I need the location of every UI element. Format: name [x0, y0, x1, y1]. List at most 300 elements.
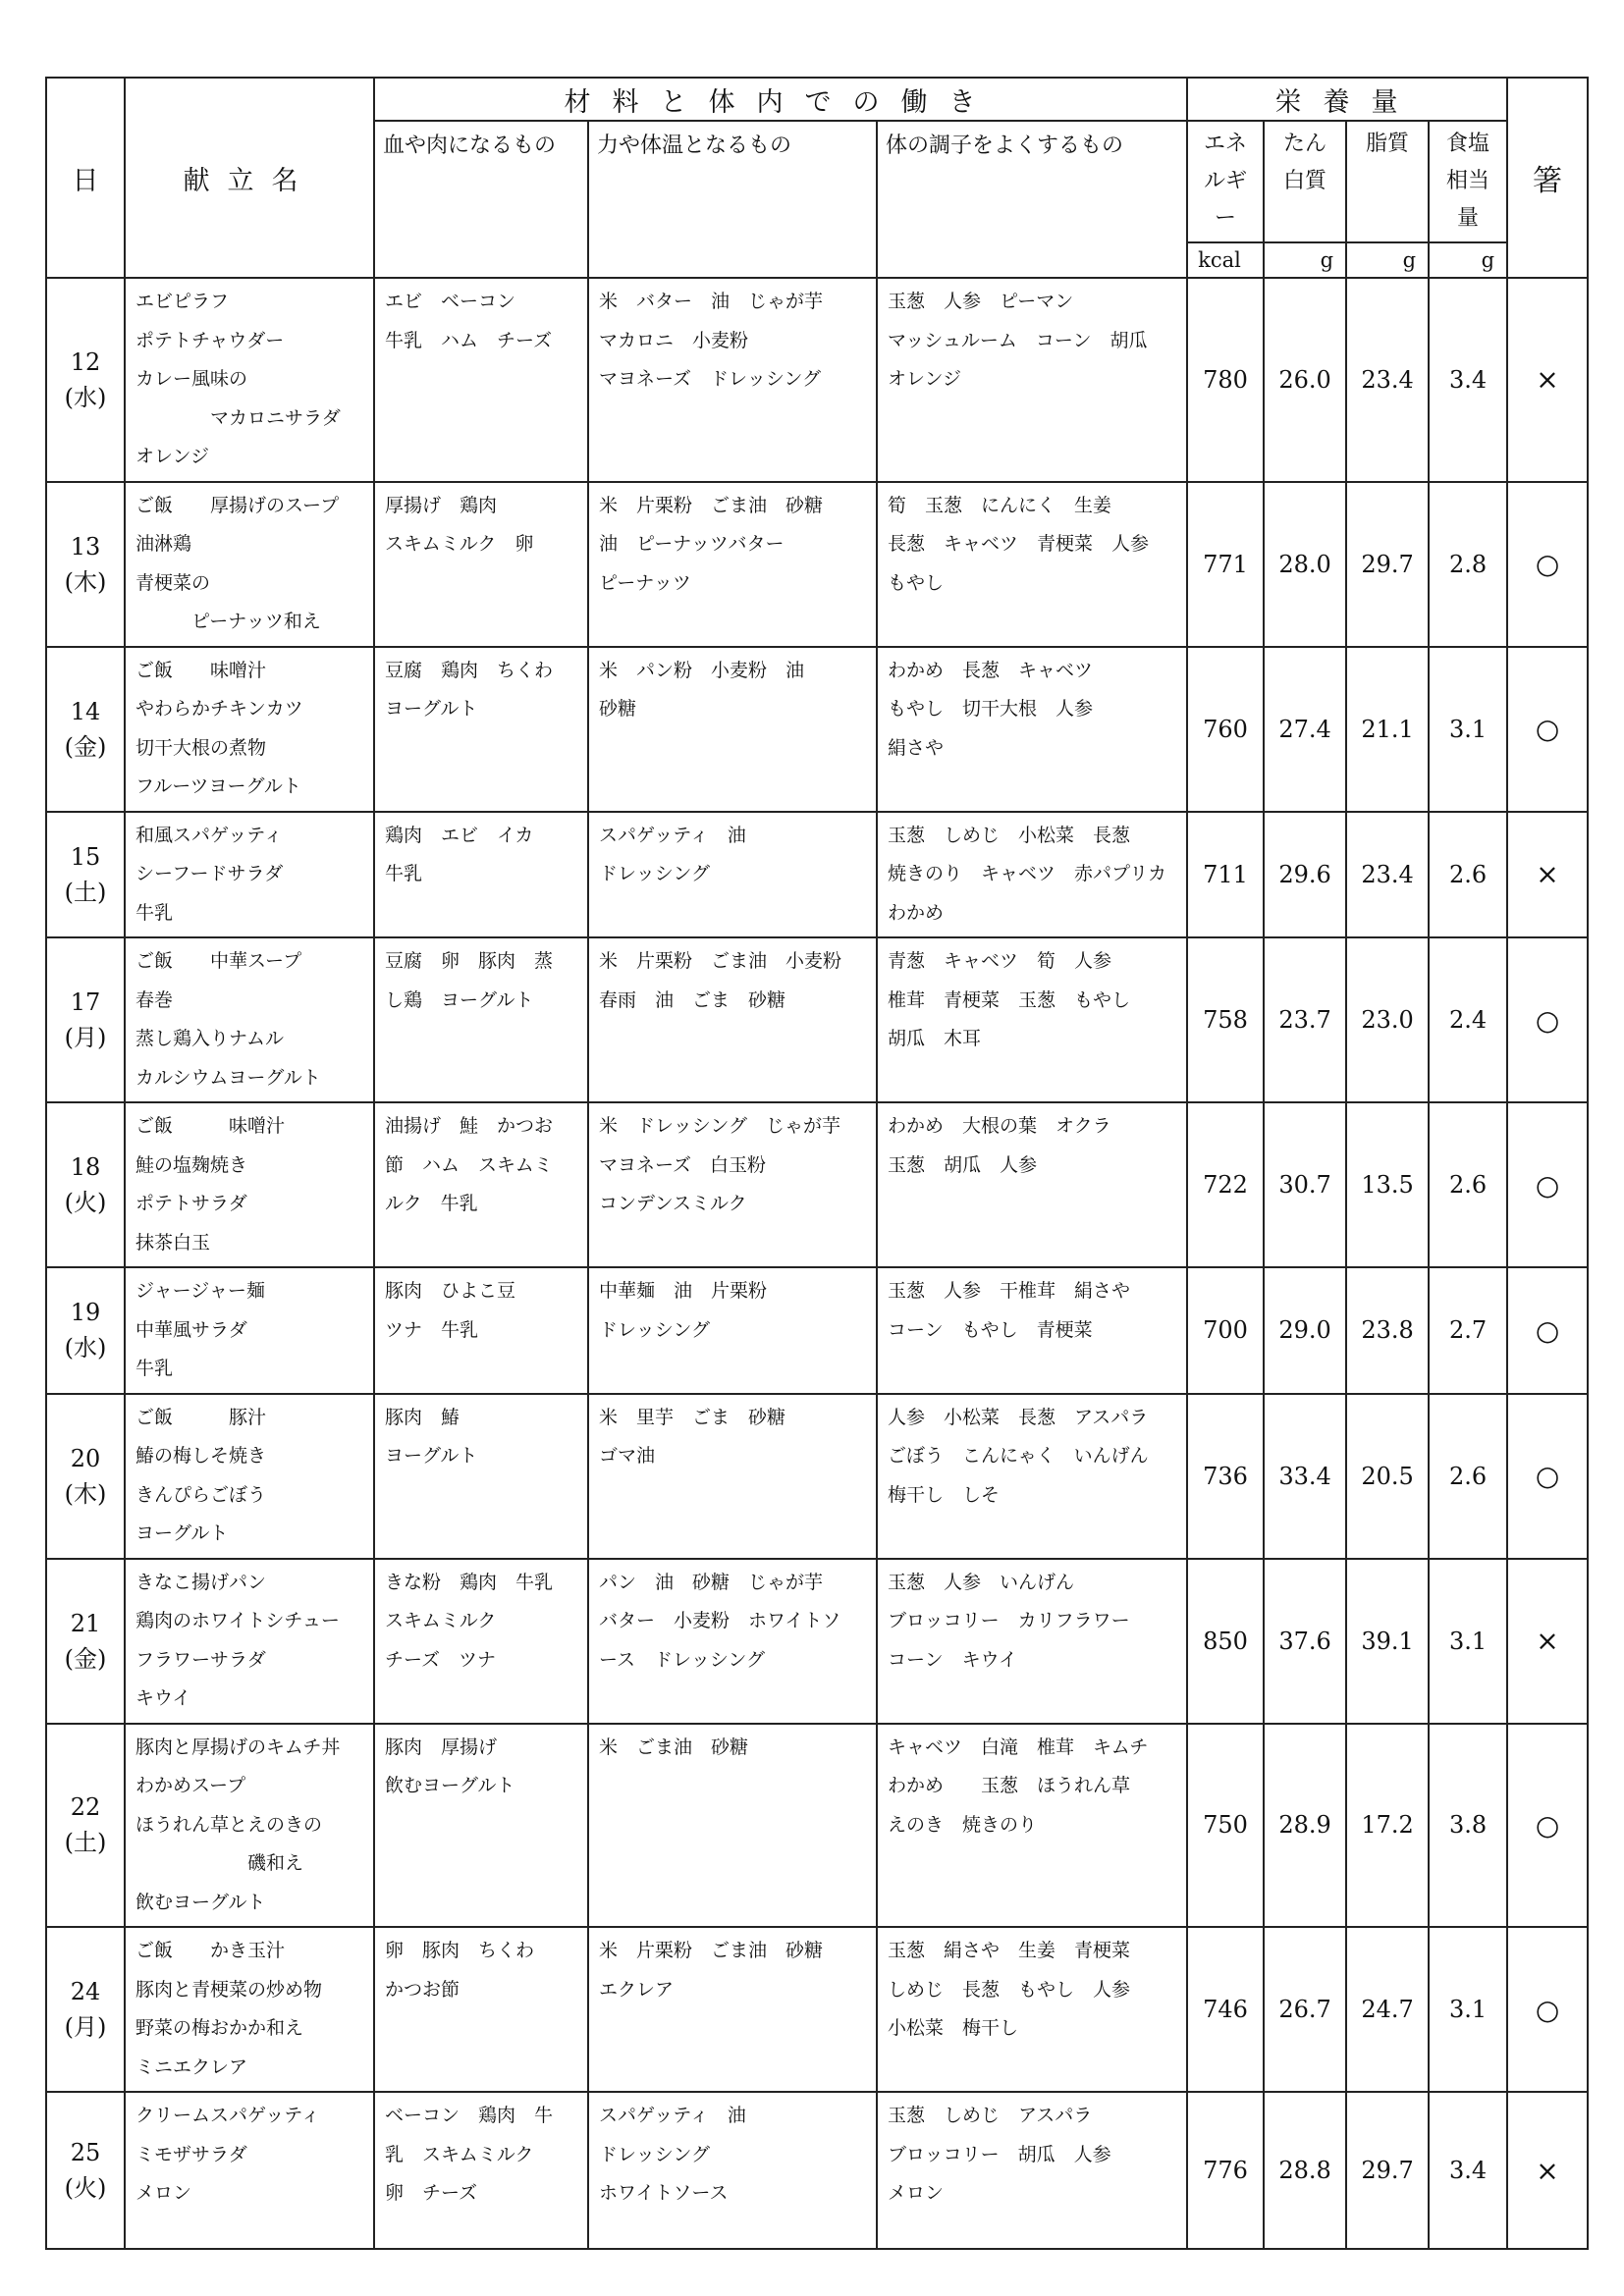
day-cell — [46, 1559, 125, 1724]
red-foods-line: ルク 牛乳 — [385, 1193, 478, 1214]
dish-list — [125, 1394, 374, 1559]
salt-value: 2.6 — [1429, 812, 1507, 938]
dish-list-line: 磯和え — [135, 1852, 304, 1874]
salt-value: 2.6 — [1429, 1394, 1507, 1559]
day-cell — [46, 278, 125, 482]
dish-list-line: メロン — [135, 2182, 192, 2204]
green-foods-line: 玉葱 絹さや 生姜 青梗菜 — [888, 1940, 1131, 1961]
dish-list-line: ご飯 中華スープ — [135, 950, 302, 972]
salt-value: 2.6 — [1429, 1102, 1507, 1267]
fat-value: 39.1 — [1346, 1559, 1429, 1724]
day-of-week: (木) — [64, 1479, 107, 1508]
day-cell — [46, 1394, 125, 1559]
day-number: 17 — [70, 988, 101, 1016]
energy-value: 711 — [1187, 812, 1264, 938]
red-foods-line: スキムミルク — [385, 1610, 497, 1631]
red-foods-line: 牛乳 — [385, 863, 423, 884]
dish-list-line: シーフードサラダ — [135, 863, 284, 884]
red-foods-line: 厚揚げ 鶏肉 — [385, 494, 498, 516]
day-number: 19 — [70, 1299, 101, 1327]
header-red-group: 血や肉になるもの — [374, 121, 588, 278]
dish-list-line: わかめスープ — [135, 1775, 246, 1796]
protein-value: 26.7 — [1264, 1927, 1346, 2092]
yellow-foods-line: ゴマ油 — [599, 1445, 656, 1467]
red-foods — [374, 647, 588, 812]
chopsticks-mark: ○ — [1507, 1927, 1588, 2092]
dish-list-line: 豚肉と厚揚げのキムチ丼 — [135, 1735, 341, 1758]
yellow-foods-line: 米 片栗粉 ごま油 砂糖 — [599, 494, 824, 516]
green-foods-line: メロン — [888, 2182, 945, 2204]
yellow-foods-line: マヨネーズ 白玉粉 — [599, 1153, 767, 1176]
day-cell — [46, 1724, 125, 1928]
dish-list-line: エビピラフ — [135, 291, 230, 312]
header-energy: エネ ルギ ー — [1187, 121, 1264, 242]
yellow-foods-line: 米 ドレッシング じゃが芋 — [599, 1115, 840, 1137]
yellow-foods-line: コンデンスミルク — [599, 1193, 747, 1214]
day-of-week: (火) — [64, 2174, 107, 2202]
chopsticks-mark: × — [1507, 1559, 1588, 1724]
fat-value: 20.5 — [1346, 1394, 1429, 1559]
energy-value: 850 — [1187, 1559, 1264, 1724]
fat-value: 21.1 — [1346, 647, 1429, 812]
green-foods-line: 玉葱 人参 いんげん — [888, 1571, 1075, 1593]
day-number: 21 — [70, 1609, 101, 1637]
day-cell — [46, 1927, 125, 2092]
red-foods — [374, 1394, 588, 1559]
energy-value: 760 — [1187, 647, 1264, 812]
unit-g-fat: g — [1346, 242, 1429, 278]
salt-value: 3.1 — [1429, 1559, 1507, 1724]
red-foods — [374, 1724, 588, 1928]
dish-list-line: ご飯 かき玉汁 — [135, 1940, 286, 1961]
day-of-week: (土) — [64, 1829, 107, 1857]
dish-list-line: 豚肉と青梗菜の炒め物 — [135, 1978, 323, 2001]
day-cell — [46, 2092, 125, 2249]
red-foods-line: ヨーグルト — [385, 1445, 478, 1467]
day-number: 15 — [70, 842, 101, 871]
dish-list — [125, 1559, 374, 1724]
dish-list-line: ご飯 味噌汁 — [135, 1115, 286, 1137]
green-foods-line: 椎茸 青梗菜 玉葱 もやし — [888, 988, 1131, 1011]
green-foods-line: わかめ 玉葱 ほうれん草 — [888, 1775, 1131, 1796]
day-cell — [46, 1102, 125, 1267]
header-materials: 材料と体内での働き — [374, 78, 1187, 121]
yellow-foods-line: ドレッシング — [599, 863, 710, 884]
red-foods — [374, 937, 588, 1102]
red-foods — [374, 1102, 588, 1267]
protein-value: 26.0 — [1264, 278, 1346, 482]
protein-value: 29.6 — [1264, 812, 1346, 938]
menu-row — [46, 1267, 1588, 1394]
protein-value: 23.7 — [1264, 937, 1346, 1102]
header-fat: 脂質 — [1346, 121, 1429, 242]
red-foods-line: し鶏 ヨーグルト — [385, 988, 534, 1011]
dish-list-line: クリームスパゲッティ — [135, 2105, 320, 2126]
yellow-foods-line: ピーナッツ — [599, 571, 691, 594]
green-foods-line: マッシュルーム コーン 胡瓜 — [888, 329, 1148, 351]
green-foods-line: 梅干し しそ — [888, 1483, 1001, 1506]
dish-list-line: 春巻 — [135, 988, 174, 1011]
protein-value: 33.4 — [1264, 1394, 1346, 1559]
green-foods-line: 玉葱 しめじ 小松菜 長葱 — [888, 824, 1131, 846]
dish-list-line: 青梗菜の — [135, 571, 211, 594]
menu-rows — [46, 278, 1588, 2249]
energy-value: 700 — [1187, 1267, 1264, 1394]
red-foods-line: エビ ベーコン — [385, 291, 516, 312]
day-of-week: (金) — [64, 1644, 107, 1673]
green-foods-line: 筍 玉葱 にんにく 生姜 — [888, 494, 1112, 516]
day-cell — [46, 482, 125, 647]
green-foods-line: しめじ 長葱 もやし 人参 — [888, 1978, 1131, 2001]
yellow-foods-line: 米 片栗粉 ごま油 小麦粉 — [599, 950, 842, 972]
day-of-week: (水) — [64, 383, 107, 411]
dish-list-line: フルーツヨーグルト — [135, 775, 301, 797]
yellow-foods — [588, 1267, 877, 1394]
dish-list — [125, 482, 374, 647]
day-of-week: (土) — [64, 878, 107, 906]
yellow-foods — [588, 278, 877, 482]
green-foods — [877, 2092, 1187, 2249]
red-foods — [374, 1559, 588, 1724]
dish-list-line: フラワーサラダ — [135, 1648, 266, 1671]
red-foods-line: 豚肉 厚揚げ — [385, 1735, 498, 1758]
day-of-week: (火) — [64, 1189, 107, 1216]
green-foods-line: 玉葱 胡瓜 人参 — [888, 1153, 1038, 1176]
dish-list-line: 牛乳 — [135, 1358, 174, 1379]
dish-list-line: ヨーグルト — [135, 1522, 229, 1544]
green-foods — [877, 1927, 1187, 2092]
yellow-foods — [588, 482, 877, 647]
yellow-foods-line: 米 ごま油 砂糖 — [599, 1735, 749, 1758]
dish-list-line: ミモザサラダ — [135, 2143, 247, 2165]
yellow-foods-line: ース ドレッシング — [599, 1648, 766, 1671]
yellow-foods-line: 春雨 油 ごま 砂糖 — [599, 988, 786, 1011]
dish-list-line: 鶏肉のホワイトシチュー — [135, 1610, 340, 1631]
red-foods-line: チーズ ツナ — [385, 1648, 497, 1671]
dish-list-line: ご飯 味噌汁 — [135, 659, 267, 681]
green-foods-line: 青葱 キャベツ 筍 人参 — [888, 950, 1112, 972]
day-of-week: (月) — [64, 1024, 107, 1051]
menu-row — [46, 1102, 1588, 1267]
dish-list-line: やわらかチキンカツ — [135, 698, 303, 720]
red-foods — [374, 482, 588, 647]
yellow-foods-line: ドレッシング — [599, 1318, 710, 1341]
yellow-foods-line: スパゲッティ 油 — [599, 824, 746, 846]
red-foods-line: 牛乳 ハム チーズ — [385, 329, 553, 351]
yellow-foods — [588, 812, 877, 938]
header-green-group: 体の調子をよくするもの — [877, 121, 1187, 278]
yellow-foods-line: スパゲッティ 油 — [599, 2105, 746, 2126]
green-foods-line: 胡瓜 木耳 — [888, 1028, 982, 1049]
yellow-foods-line: 油 ピーナッツバター — [599, 533, 785, 555]
red-foods-line: ベーコン 鶏肉 牛 — [385, 2105, 554, 2126]
day-cell — [46, 1267, 125, 1394]
dish-list-line: ポテトサラダ — [135, 1193, 247, 1214]
dish-list-line: 牛乳 — [135, 901, 174, 924]
green-foods — [877, 482, 1187, 647]
dish-list — [125, 647, 374, 812]
dish-list — [125, 1102, 374, 1267]
day-number: 14 — [70, 697, 101, 725]
menu-row — [46, 278, 1588, 482]
day-cell — [46, 937, 125, 1102]
green-foods-line: わかめ — [888, 901, 945, 924]
green-foods-line: 玉葱 人参 干椎茸 絹さや — [888, 1280, 1131, 1302]
dish-list — [125, 278, 374, 482]
green-foods-line: わかめ 大根の葉 オクラ — [888, 1115, 1111, 1137]
menu-row — [46, 2092, 1588, 2249]
day-cell — [46, 647, 125, 812]
green-foods-line: もやし 切干大根 人参 — [888, 698, 1094, 720]
dish-list-line: 鰆の梅しそ焼き — [135, 1445, 267, 1467]
dish-list-line: ほうれん草とえのきの — [135, 1813, 323, 1836]
menu-row — [46, 1394, 1588, 1559]
red-foods-line: スキムミルク 卵 — [385, 533, 534, 555]
dish-list — [125, 1267, 374, 1394]
yellow-foods-line: マカロニ 小麦粉 — [599, 329, 749, 351]
yellow-foods — [588, 2092, 877, 2249]
green-foods-line: もやし — [888, 571, 945, 594]
dish-list-line: 切干大根の煮物 — [135, 736, 267, 759]
protein-value: 28.0 — [1264, 482, 1346, 647]
yellow-foods-line: エクレア — [599, 1978, 675, 2001]
green-foods-line: ブロッコリー 胡瓜 人参 — [888, 2143, 1111, 2165]
red-foods-line: 豆腐 鶏肉 ちくわ — [385, 659, 554, 681]
red-foods — [374, 1927, 588, 2092]
red-foods-line: 乳 スキムミルク — [385, 2143, 534, 2165]
dish-list-line: 飲むヨーグルト — [135, 1891, 266, 1913]
green-foods-line: 長葱 キャベツ 青梗菜 人参 — [888, 533, 1150, 555]
red-foods-line: 節 ハム スキムミ — [385, 1153, 553, 1176]
yellow-foods-line: マヨネーズ ドレッシング — [599, 368, 822, 390]
red-foods-line: 鶏肉 エビ イカ — [385, 824, 534, 846]
chopsticks-mark: ○ — [1507, 1724, 1588, 1928]
dish-list-line: 和風スパゲッティ — [135, 824, 283, 846]
fat-value: 13.5 — [1346, 1102, 1429, 1267]
green-foods — [877, 937, 1187, 1102]
salt-value: 2.7 — [1429, 1267, 1507, 1394]
green-foods — [877, 812, 1187, 938]
yellow-foods — [588, 1394, 877, 1559]
dish-list-line: きなこ揚げパン — [135, 1571, 267, 1593]
salt-value: 3.1 — [1429, 647, 1507, 812]
menu-row — [46, 1724, 1588, 1928]
header-dish-name: 献立名 — [125, 78, 374, 278]
salt-value: 3.8 — [1429, 1724, 1507, 1928]
menu-row — [46, 482, 1588, 647]
chopsticks-mark: ○ — [1507, 1267, 1588, 1394]
fat-value: 29.7 — [1346, 482, 1429, 647]
green-foods-line: えのき 焼きのり — [888, 1813, 1038, 1836]
dish-list — [125, 812, 374, 938]
menu-row — [46, 1559, 1588, 1724]
protein-value: 27.4 — [1264, 647, 1346, 812]
green-foods — [877, 647, 1187, 812]
red-foods — [374, 1267, 588, 1394]
energy-value: 776 — [1187, 2092, 1264, 2249]
day-number: 12 — [70, 347, 101, 376]
fat-value: 23.4 — [1346, 278, 1429, 482]
energy-value: 746 — [1187, 1927, 1264, 2092]
red-foods — [374, 278, 588, 482]
day-number: 20 — [70, 1444, 101, 1472]
dish-list-line: きんぴらごぼう — [135, 1483, 267, 1506]
dish-list — [125, 2092, 374, 2249]
dish-list-line: ポテトチャウダー — [135, 329, 285, 351]
green-foods-line: 焼きのり キャベツ 赤パプリカ — [888, 863, 1167, 884]
dish-list-line: 蒸し鶏入りナムル — [135, 1028, 285, 1049]
energy-value: 780 — [1187, 278, 1264, 482]
red-foods-line: きな粉 鶏肉 牛乳 — [385, 1571, 554, 1593]
yellow-foods-line: バター 小麦粉 ホワイトソ — [599, 1610, 841, 1631]
header-day: 日 — [46, 78, 125, 278]
school-lunch-menu-table — [45, 77, 1589, 2250]
dish-list-line: 中華風サラダ — [135, 1318, 247, 1341]
day-cell — [46, 812, 125, 938]
red-foods-line: ツナ 牛乳 — [385, 1318, 479, 1341]
green-foods-line: ブロッコリー カリフラワー — [888, 1610, 1130, 1631]
green-foods-line: オレンジ — [888, 368, 962, 390]
yellow-foods — [588, 1102, 877, 1267]
fat-value: 23.0 — [1346, 937, 1429, 1102]
dish-list-line: ご飯 厚揚げのスープ — [135, 494, 340, 516]
salt-value: 3.1 — [1429, 1927, 1507, 2092]
energy-value: 758 — [1187, 937, 1264, 1102]
yellow-foods — [588, 1559, 877, 1724]
red-foods-line: 卵 豚肉 ちくわ — [385, 1940, 535, 1961]
chopsticks-mark: ○ — [1507, 482, 1588, 647]
green-foods — [877, 1102, 1187, 1267]
dish-list-line: 抹茶白玉 — [135, 1231, 211, 1254]
protein-value: 29.0 — [1264, 1267, 1346, 1394]
dish-list-line: カルシウムヨーグルト — [135, 1066, 321, 1089]
green-foods-line: 玉葱 人参 ピーマン — [888, 291, 1074, 312]
red-foods-line: 豆腐 卵 豚肉 蒸 — [385, 950, 554, 972]
red-foods-line: 豚肉 鰆 — [385, 1406, 460, 1428]
fat-value: 24.7 — [1346, 1927, 1429, 2092]
chopsticks-mark: ○ — [1507, 1394, 1588, 1559]
dish-list — [125, 937, 374, 1102]
day-number: 24 — [70, 1978, 101, 2005]
yellow-foods — [588, 1724, 877, 1928]
dish-list-line: ミニエクレア — [135, 2056, 248, 2078]
header-protein: たん 白質 — [1264, 121, 1346, 242]
header-nutrition: 栄養量 — [1187, 78, 1507, 121]
green-foods-line: 小松菜 梅干し — [888, 2017, 1019, 2039]
yellow-foods-line: 米 里芋 ごま 砂糖 — [599, 1406, 786, 1428]
chopsticks-mark: × — [1507, 278, 1588, 482]
dish-list-line: 油淋鶏 — [135, 533, 192, 555]
yellow-foods — [588, 1927, 877, 2092]
day-of-week: (水) — [64, 1334, 107, 1362]
fat-value: 17.2 — [1346, 1724, 1429, 1928]
yellow-foods-line: 砂糖 — [599, 698, 637, 720]
fat-value: 23.4 — [1346, 812, 1429, 938]
energy-value: 722 — [1187, 1102, 1264, 1267]
dish-list-line: オレンジ — [135, 446, 210, 467]
chopsticks-mark: ○ — [1507, 1102, 1588, 1267]
unit-kcal: kcal — [1187, 242, 1264, 278]
red-foods-line: 卵 チーズ — [385, 2182, 478, 2204]
dish-list-line: 野菜の梅おかか和え — [135, 2017, 304, 2039]
green-foods-line: コーン キウイ — [888, 1648, 1018, 1671]
yellow-foods-line: ホワイトソース — [599, 2182, 729, 2204]
green-foods — [877, 1724, 1187, 1928]
dish-list-line: ピーナッツ和え — [135, 611, 321, 632]
unit-g-salt: g — [1429, 242, 1507, 278]
menu-row — [46, 1927, 1588, 2092]
day-of-week: (木) — [64, 567, 107, 596]
yellow-foods-line: 米 バター 油 じゃが芋 — [599, 291, 824, 312]
green-foods — [877, 1267, 1187, 1394]
dish-list-line: カレー風味の — [135, 368, 248, 390]
chopsticks-mark: × — [1507, 2092, 1588, 2249]
day-of-week: (月) — [64, 2013, 107, 2041]
yellow-foods-line: ドレッシング — [599, 2143, 710, 2165]
salt-value: 2.8 — [1429, 482, 1507, 647]
green-foods — [877, 1394, 1187, 1559]
menu-row — [46, 812, 1588, 938]
red-foods-line: かつお節 — [385, 1978, 460, 2001]
energy-value: 750 — [1187, 1724, 1264, 1928]
salt-value: 3.4 — [1429, 2092, 1507, 2249]
chopsticks-mark: ○ — [1507, 937, 1588, 1102]
yellow-foods-line: 中華麺 油 片栗粉 — [599, 1280, 768, 1302]
unit-g-protein: g — [1264, 242, 1346, 278]
protein-value: 28.9 — [1264, 1724, 1346, 1928]
red-foods-line: 油揚げ 鮭 かつお — [385, 1115, 554, 1137]
yellow-foods-line: 米 パン粉 小麦粉 油 — [599, 659, 805, 681]
header-chopsticks: 箸 — [1507, 78, 1588, 278]
green-foods-line: わかめ 長葱 キャベツ — [888, 659, 1094, 681]
header-yellow-group: 力や体温となるもの — [588, 121, 877, 278]
green-foods — [877, 1559, 1187, 1724]
menu-row — [46, 937, 1588, 1102]
green-foods-line: 玉葱 しめじ アスパラ — [888, 2105, 1093, 2126]
green-foods-line: ごぼう こんにゃく いんげん — [888, 1445, 1149, 1467]
fat-value: 29.7 — [1346, 2092, 1429, 2249]
dish-list — [125, 1724, 374, 1928]
protein-value: 28.8 — [1264, 2092, 1346, 2249]
day-number: 22 — [70, 1793, 101, 1822]
dish-list-line: ジャージャー麺 — [135, 1280, 265, 1302]
red-foods — [374, 2092, 588, 2249]
green-foods — [877, 278, 1187, 482]
energy-value: 736 — [1187, 1394, 1264, 1559]
yellow-foods-line: 米 片栗粉 ごま油 砂糖 — [599, 1940, 824, 1961]
green-foods-line: 絹さや — [888, 736, 945, 759]
fat-value: 23.8 — [1346, 1267, 1429, 1394]
red-foods-line: 豚肉 ひよこ豆 — [385, 1280, 516, 1302]
yellow-foods-line: パン 油 砂糖 じゃが芋 — [599, 1571, 824, 1593]
green-foods-line: キャベツ 白滝 椎茸 キムチ — [888, 1735, 1149, 1758]
header-salt: 食塩 相当 量 — [1429, 121, 1507, 242]
green-foods-line: 人参 小松菜 長葱 アスパラ — [888, 1406, 1149, 1428]
dish-list-line: マカロニサラダ — [135, 406, 341, 429]
protein-value: 30.7 — [1264, 1102, 1346, 1267]
dish-list-line: 鮭の塩麹焼き — [135, 1153, 248, 1176]
chopsticks-mark: ○ — [1507, 647, 1588, 812]
yellow-foods — [588, 937, 877, 1102]
dish-list-line: キウイ — [135, 1687, 191, 1709]
red-foods-line: ヨーグルト — [385, 698, 478, 720]
chopsticks-mark: × — [1507, 812, 1588, 938]
yellow-foods — [588, 647, 877, 812]
green-foods-line: コーン もやし 青梗菜 — [888, 1318, 1093, 1341]
day-number: 18 — [70, 1153, 101, 1181]
red-foods-line: 飲むヨーグルト — [385, 1775, 515, 1796]
dish-list — [125, 1927, 374, 2092]
